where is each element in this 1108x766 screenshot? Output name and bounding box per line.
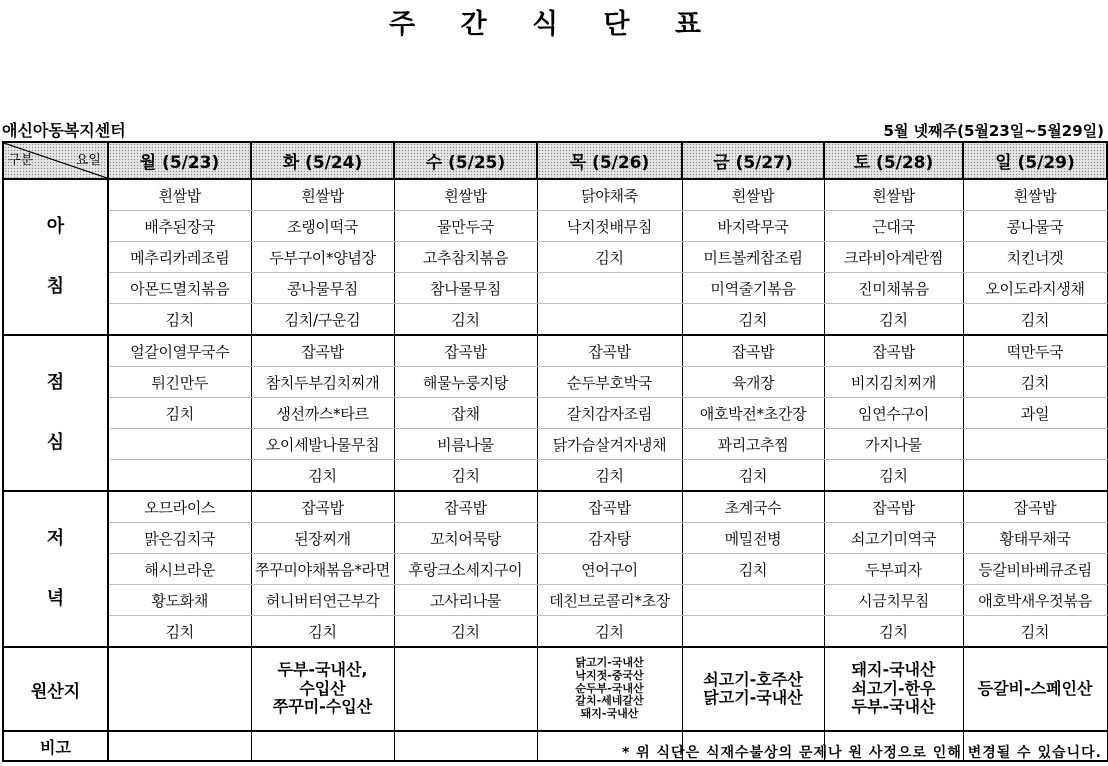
menu-row	[3, 179, 1107, 211]
menu-item: 등갈비바베큐조림	[963, 554, 1107, 585]
menu-item: 맑은김치국	[108, 523, 251, 554]
origin-row	[3, 647, 1107, 731]
menu-item: 허니버터연근부각	[251, 585, 394, 616]
menu-item: 참나물무침	[394, 273, 537, 304]
menu-item: 흰쌀밥	[824, 179, 963, 211]
menu-item	[682, 616, 824, 648]
menu-item: 잡곡밥	[394, 335, 537, 367]
menu-item	[108, 429, 251, 460]
menu-item: 쇠고기미역국	[824, 523, 963, 554]
menu-item	[537, 273, 682, 304]
menu-item: 비름나물	[394, 429, 537, 460]
origin-cell	[963, 647, 1107, 731]
origin-line: 쇠고기-한우	[851, 678, 936, 698]
menu-item: 김치	[682, 554, 824, 585]
page-title: 주 간 식 단 표	[388, 9, 719, 40]
menu-row	[3, 491, 1107, 523]
day-header: 월 (5/23)	[108, 142, 251, 179]
menu-item: 임연수구이	[824, 398, 963, 429]
menu-item: 잡곡밥	[682, 335, 824, 367]
menu-item: 고추참치볶음	[394, 242, 537, 273]
menu-item: 잡곡밥	[394, 491, 537, 523]
menu-item: 콩나물무침	[251, 273, 394, 304]
menu-item: 김치	[682, 304, 824, 336]
menu-item: 갈치감자조림	[537, 398, 682, 429]
menu-item: 오므라이스	[108, 491, 251, 523]
menu-item: 애호박전*초간장	[682, 398, 824, 429]
menu-item: 미역줄기볶음	[682, 273, 824, 304]
menu-item: 콩나물국	[963, 211, 1107, 242]
menu-item: 김치	[251, 616, 394, 648]
menu-item: 김치	[394, 460, 537, 492]
origin-line: 두부-국내산	[851, 697, 936, 717]
menu-item: 데친브로콜리*초장	[537, 585, 682, 616]
menu-item: 김치	[108, 398, 251, 429]
menu-item	[108, 460, 251, 492]
origin-cell	[251, 647, 394, 731]
menu-item: 두부구이*양념장	[251, 242, 394, 273]
menu-item: 잡곡밥	[824, 491, 963, 523]
origin-cell	[394, 647, 537, 731]
day-header: 화 (5/24)	[251, 142, 394, 179]
menu-item: 비지김치찌개	[824, 367, 963, 398]
menu-item: 잡곡밥	[963, 491, 1107, 523]
day-header: 수 (5/25)	[394, 142, 537, 179]
origin-label: 원산지	[3, 647, 108, 731]
menu-row	[3, 429, 1107, 460]
origin-line: 등갈비-스페인산	[977, 678, 1093, 698]
menu-row	[3, 304, 1107, 336]
menu-row	[3, 460, 1107, 492]
menu-item: 김치	[394, 304, 537, 336]
menu-item: 김치	[824, 460, 963, 492]
menu-item: 김치/구운김	[251, 304, 394, 336]
origin-line: 갈치-세네갈산	[575, 694, 644, 708]
menu-item: 김치	[963, 616, 1107, 648]
menu-row	[3, 398, 1107, 429]
menu-item: 잡곡밥	[537, 335, 682, 367]
menu-item: 김치	[963, 304, 1107, 336]
menu-item: 미트볼케찹조림	[682, 242, 824, 273]
menu-item: 시금치무침	[824, 585, 963, 616]
menu-row	[3, 585, 1107, 616]
origin-line: 쭈꾸미-수입산	[272, 697, 373, 717]
note-cell	[251, 731, 394, 761]
menu-item: 꽈리고추찜	[682, 429, 824, 460]
menu-row	[3, 554, 1107, 585]
menu-item: 잡곡밥	[824, 335, 963, 367]
menu-item	[682, 585, 824, 616]
origin-line: 쇠고기-호주산	[703, 669, 803, 689]
origin-line: 닭고기-국내산	[575, 656, 644, 670]
menu-item: 배추된장국	[108, 211, 251, 242]
menu-item: 황도화채	[108, 585, 251, 616]
origin-cell	[537, 647, 682, 731]
menu-item: 김치	[108, 304, 251, 336]
week-label: 5월 넷째주(5월23일~5월29일)	[883, 122, 1104, 140]
day-header: 목 (5/26)	[537, 142, 682, 179]
menu-item: 연어구이	[537, 554, 682, 585]
corner-header	[3, 142, 108, 179]
menu-item: 흰쌀밥	[963, 179, 1107, 211]
menu-item: 김치	[394, 616, 537, 648]
menu-row	[3, 335, 1107, 367]
menu-item: 김치	[537, 460, 682, 492]
menu-item: 잡곡밥	[251, 491, 394, 523]
menu-row	[3, 616, 1107, 648]
menu-item: 튀긴만두	[108, 367, 251, 398]
note-label: 비고	[3, 731, 108, 761]
meal-label: 아 침	[3, 179, 108, 335]
menu-item: 잡채	[394, 398, 537, 429]
footnote: * 위 식단은 식재수불상의 문제나 원 사정으로 인해 변경될 수 있습니다.	[621, 745, 1102, 761]
menu-item: 가지나물	[824, 429, 963, 460]
day-header: 일 (5/29)	[963, 142, 1107, 179]
menu-row	[3, 523, 1107, 554]
origin-line: 두부-국내산,	[277, 660, 368, 680]
menu-item: 메밀전병	[682, 523, 824, 554]
menu-item	[537, 304, 682, 336]
menu-item: 두부피자	[824, 554, 963, 585]
menu-item: 조랭이떡국	[251, 211, 394, 242]
meal-label: 저 녁	[3, 491, 108, 647]
origin-line: 순두부-국내산	[575, 681, 644, 695]
menu-item: 초계국수	[682, 491, 824, 523]
menu-item: 흰쌀밥	[682, 179, 824, 211]
menu-row	[3, 242, 1107, 273]
menu-item: 김치	[108, 616, 251, 648]
menu-row	[3, 367, 1107, 398]
menu-item: 김치	[251, 460, 394, 492]
menu-item: 해물누룽지탕	[394, 367, 537, 398]
menu-item: 꼬치어묵탕	[394, 523, 537, 554]
menu-item	[963, 460, 1107, 492]
menu-item: 잡곡밥	[537, 491, 682, 523]
origin-line: 낙지젓-중국산	[575, 669, 644, 683]
note-cell	[394, 731, 537, 761]
menu-item: 김치	[537, 616, 682, 648]
weekly-menu-table	[2, 141, 1108, 762]
menu-item: 김치	[963, 367, 1107, 398]
origin-line: 수입산	[299, 678, 346, 698]
menu-item: 닭가슴살겨자냉채	[537, 429, 682, 460]
note-cell	[108, 731, 251, 761]
menu-item: 크라비아계란찜	[824, 242, 963, 273]
menu-item: 메추리카레조림	[108, 242, 251, 273]
center-name: 애신아동복지센터	[2, 121, 126, 140]
menu-item: 오이도라지생채	[963, 273, 1107, 304]
menu-item: 김치	[824, 304, 963, 336]
menu-item: 순두부호박국	[537, 367, 682, 398]
origin-line: 돼지-국내산	[580, 706, 639, 720]
menu-row	[3, 211, 1107, 242]
menu-item: 생선까스*타르	[251, 398, 394, 429]
menu-row	[3, 273, 1107, 304]
origin-line: 돼지-국내산	[851, 660, 936, 680]
menu-item: 후랑크소세지구이	[394, 554, 537, 585]
day-header: 토 (5/28)	[824, 142, 963, 179]
menu-item: 참치두부김치찌개	[251, 367, 394, 398]
origin-cell	[108, 647, 251, 731]
menu-item: 잡곡밥	[251, 335, 394, 367]
origin-cell	[682, 647, 824, 731]
corner-day-label: 요일	[75, 153, 101, 168]
menu-item: 김치	[537, 242, 682, 273]
menu-item: 아몬드멸치볶음	[108, 273, 251, 304]
origin-cell	[824, 647, 963, 731]
menu-item: 떡만두국	[963, 335, 1107, 367]
menu-item	[963, 429, 1107, 460]
menu-item: 과일	[963, 398, 1107, 429]
menu-item: 육개장	[682, 367, 824, 398]
menu-item: 황태무채국	[963, 523, 1107, 554]
origin-line: 닭고기-국내산	[703, 688, 803, 707]
menu-item: 낙지젓배무침	[537, 211, 682, 242]
menu-item: 흰쌀밥	[394, 179, 537, 211]
menu-item: 고사리나물	[394, 585, 537, 616]
menu-item: 해시브라운	[108, 554, 251, 585]
menu-item: 감자탕	[537, 523, 682, 554]
menu-item: 닭야채죽	[537, 179, 682, 211]
menu-item: 된장찌개	[251, 523, 394, 554]
menu-item: 진미채볶음	[824, 273, 963, 304]
menu-item: 치킨너겟	[963, 242, 1107, 273]
menu-item: 애호박새우젓볶음	[963, 585, 1107, 616]
menu-item: 물만두국	[394, 211, 537, 242]
day-header: 금 (5/27)	[682, 142, 824, 179]
menu-item: 흰쌀밥	[251, 179, 394, 211]
menu-item: 오이세발나물무침	[251, 429, 394, 460]
menu-item: 근대국	[824, 211, 963, 242]
meal-label: 점 심	[3, 335, 108, 491]
menu-item: 김치	[824, 616, 963, 648]
menu-item: 쭈꾸미야채볶음*라면	[251, 554, 394, 585]
menu-item: 바지락무국	[682, 211, 824, 242]
corner-category-label: 구분	[8, 153, 34, 168]
menu-item: 흰쌀밥	[108, 179, 251, 211]
menu-item: 얼갈이열무국수	[108, 335, 251, 367]
header-row	[3, 142, 1107, 179]
menu-item: 김치	[682, 460, 824, 492]
